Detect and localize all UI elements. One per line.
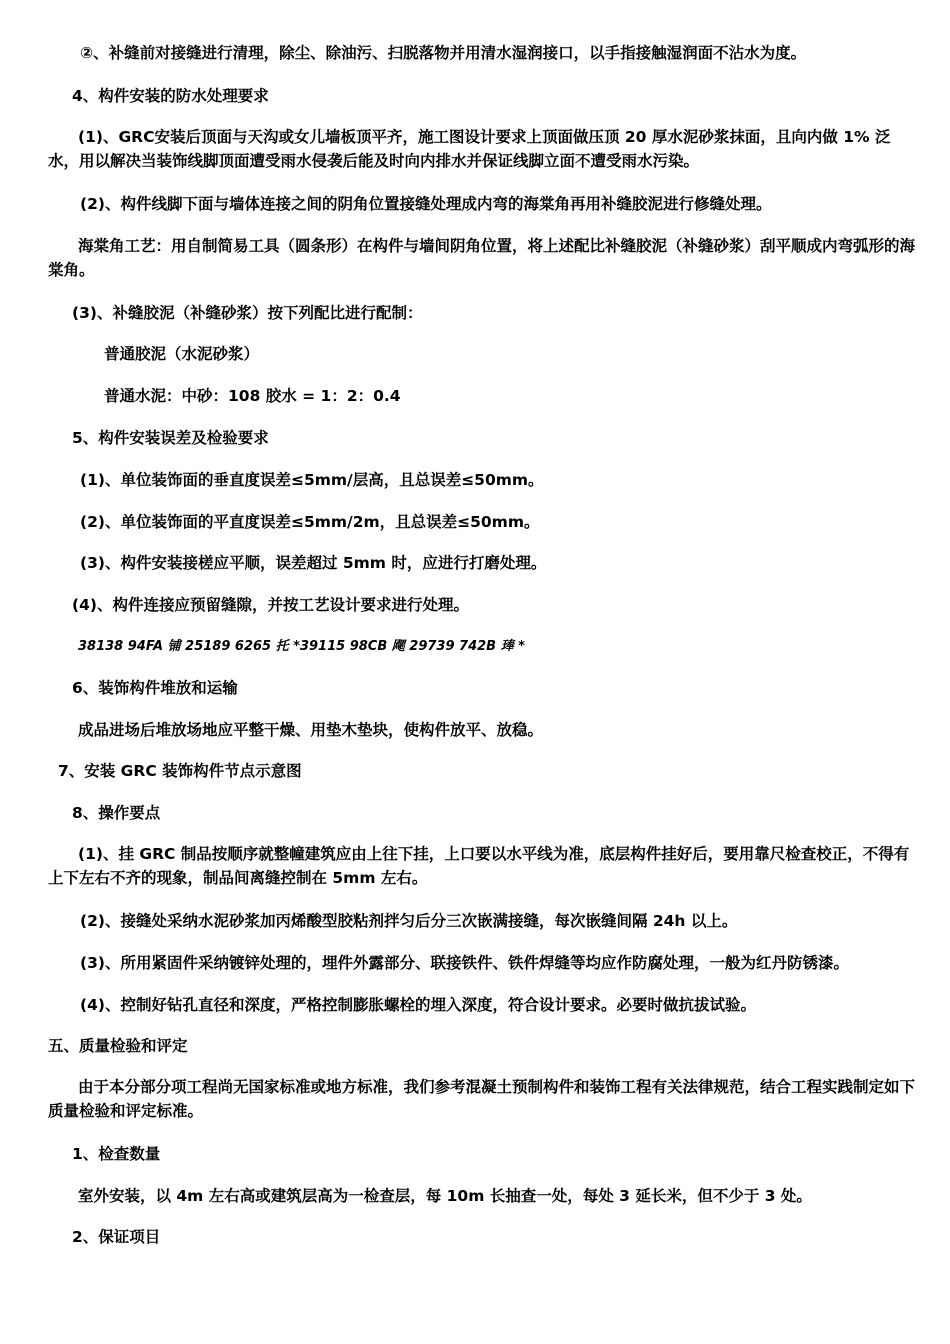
paragraph-storage: 成品进场后堆放场地应平整干燥、用垫木垫块，使构件放平、放稳。 [78,721,544,739]
paragraph-haitang-process: 海棠角工艺：用自制简易工具（圆条形）在构件与墙间阴角位置，将上述配比补缝胶泥（补缝砂浆）刮平顺成内弯弧形的海棠角。 [48,237,916,279]
garbled-text-line: 38138 94FA 铺 25189 6265 托 *39115 98CB 飔 29739 742B 琫 * [78,639,525,654]
paragraph-inspection-quantity: 室外安装，以 4m 左右高或建筑层高为一检查层，每 10m 长抽查一处，每处 3 延长米，但不少于 3 处。 [78,1187,812,1205]
paragraph-waterproof-1: (1)、GRC安装后顶面与天沟或女儿墙板顶平齐，施工图设计要求上顶面做压顶 20 厚水泥砂浆抹面，且向内做 1% 泛水，用以解决当装饰线脚顶面遭受雨水侵袭后能及时向内排水并保证线脚立面不遭受雨水污染。 [48,128,891,170]
heading-guarantee-items: 2、保证项目 [72,1228,161,1246]
heading-storage: 6、装饰构件堆放和运输 [72,679,238,697]
paragraph-operation-3: (3)、所用紧固件采纳镀锌处理的，埋件外露部分、联接铁件、铁件焊缝等均应作防腐处理，一般为红丹防锈漆。 [80,954,849,972]
paragraph-operation-2: (2)、接缝处采纳水泥砂浆加丙烯酸型胶粘剂拌匀后分三次嵌满接缝，每次嵌缝间隔 24h 以上。 [80,912,738,930]
paragraph-mix-ratio-intro: (3)、补缝胶泥（补缝砂浆）按下列配比进行配制： [72,304,423,322]
paragraph-operation-4: (4)、控制好钻孔直径和深度，严格控制膨胀螺栓的埋入深度，符合设计要求。必要时做抗拔试验。 [80,996,756,1014]
paragraph-quality-intro: 由于本分部分项工程尚无国家标准或地方标准，我们参考混凝土预制构件和装饰工程有关法律规范，结合工程实践制定如下质量检验和评定标准。 [48,1078,916,1120]
paragraph-tolerance-3: (3)、构件安装接槎应平顺，误差超过 5mm 时，应进行打磨处理。 [80,554,547,572]
heading-quality-inspection: 五、质量检验和评定 [48,1037,188,1055]
heading-inspection-quantity: 1、检查数量 [72,1145,161,1163]
paragraph-tolerance-4: (4)、构件连接应预留缝隙，并按工艺设计要求进行处理。 [72,596,469,614]
paragraph-mortar-type: 普通胶泥（水泥砂浆） [104,345,260,363]
heading-waterproof: 4、构件安装的防水处理要求 [72,87,269,105]
paragraph-tolerance-1: (1)、单位装饰面的垂直度误差≤5mm/层高，且总误差≤50mm。 [80,471,544,489]
paragraph-mix-ratio: 普通水泥：中砂：108 胶水 = 1：2：0.4 [104,387,401,405]
paragraph-tolerance-2: (2)、单位装饰面的平直度误差≤5mm/2m，且总误差≤50mm。 [80,513,540,531]
paragraph-operation-1: (1)、挂 GRC 制品按顺序就整幢建筑应由上往下挂，上口要以水平线为准，底层构件挂好后，要用靠尺检查校正，不得有上下左右不齐的现象，制品间离缝控制在 5mm 左右。 [48,845,910,887]
heading-operation-points: 8、操作要点 [72,804,161,822]
paragraph-waterproof-2: (2)、构件线脚下面与墙体连接之间的阴角位置接缝处理成内弯的海棠角再用补缝胶泥进行修缝处理。 [80,195,772,213]
heading-node-diagram: 7、安装 GRC 装饰构件节点示意图 [58,762,302,780]
heading-tolerance: 5、构件安装误差及检验要求 [72,429,269,447]
paragraph-clean-joint: ②、补缝前对接缝进行清理，除尘、除油污、扫脱落物并用清水湿润接口，以手指接触湿润面不沾水为度。 [80,44,807,62]
